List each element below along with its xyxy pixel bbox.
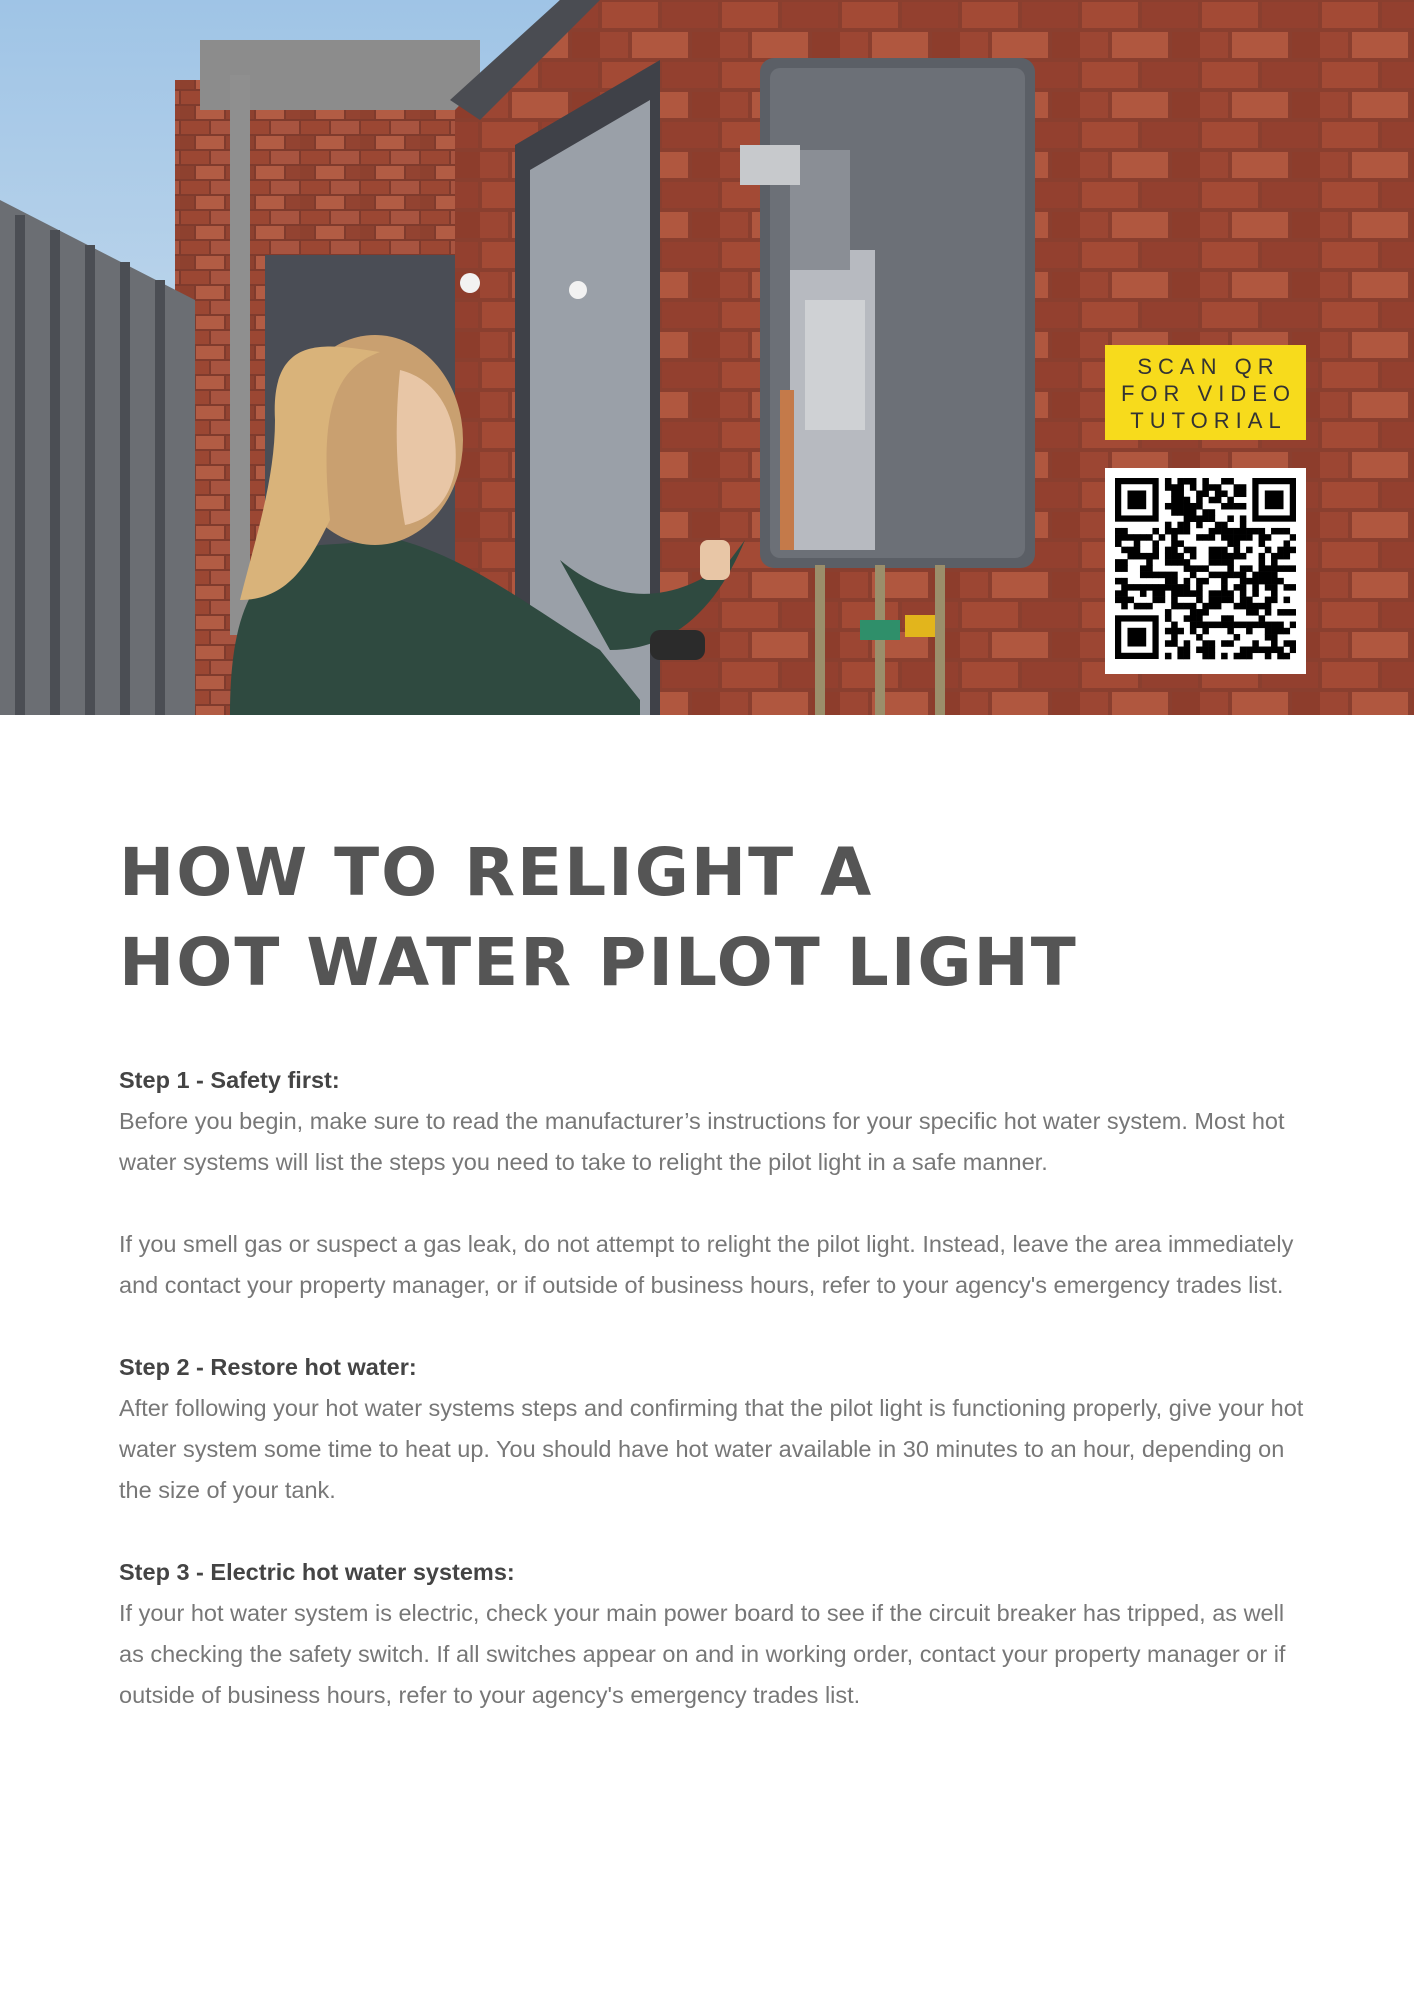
step-1-paragraph-1: Before you begin, make sure to read the manufacturer’s instructions for your specific hot water system. Most hot water systems will list the steps you need to take to relight the pilot light in a safe manner. — [119, 1108, 1285, 1175]
step-1-title: Step 1 - Safety first: — [119, 1067, 340, 1093]
step-3-title: Step 3 - Electric hot water systems: — [119, 1559, 515, 1585]
scan-qr-badge — [1105, 345, 1306, 440]
page-title-line-1: HOW TO RELIGHT A — [119, 834, 874, 911]
step-1-paragraph-2: If you smell gas or suspect a gas leak, do not attempt to relight the pilot light. Instead, leave the area immediately and contact your property manager, or if outside of business hours, refer to your agency's emergency trades list. — [119, 1231, 1294, 1298]
steps-list — [119, 1060, 1309, 1716]
step-2-title: Step 2 - Restore hot water: — [119, 1354, 417, 1380]
hero-photo — [0, 0, 1414, 715]
page-title — [119, 828, 1309, 1008]
step-2-paragraph-1: After following your hot water systems steps and confirming that the pilot light is functioning properly, give your hot water system some time to heat up. You should have hot water available in 30 minutes to an hour, depending on the size of your tank. — [119, 1395, 1304, 1503]
qr-code-graphic — [1115, 478, 1296, 664]
qr-finder-pattern — [1255, 481, 1292, 518]
qr-finder-pattern — [1118, 481, 1155, 518]
main-content — [119, 828, 1309, 1716]
qr-badge-line-3: TUTORIAL — [1130, 408, 1287, 433]
page-title-line-2: HOT WATER PILOT LIGHT — [119, 924, 1078, 1001]
qr-finder-pattern — [1118, 618, 1155, 655]
qr-code[interactable] — [1105, 468, 1306, 674]
qr-badge-line-1: SCAN QR — [1137, 354, 1280, 379]
qr-badge-line-2: FOR VIDEO — [1120, 381, 1296, 406]
step-3-paragraph-1: If your hot water system is electric, check your main power board to see if the circuit breaker has tripped, as well as checking the safety switch. If all switches appear on and in working order, contact your property manager or if outside of business hours, refer to your agency's emergency trades list. — [119, 1600, 1286, 1708]
